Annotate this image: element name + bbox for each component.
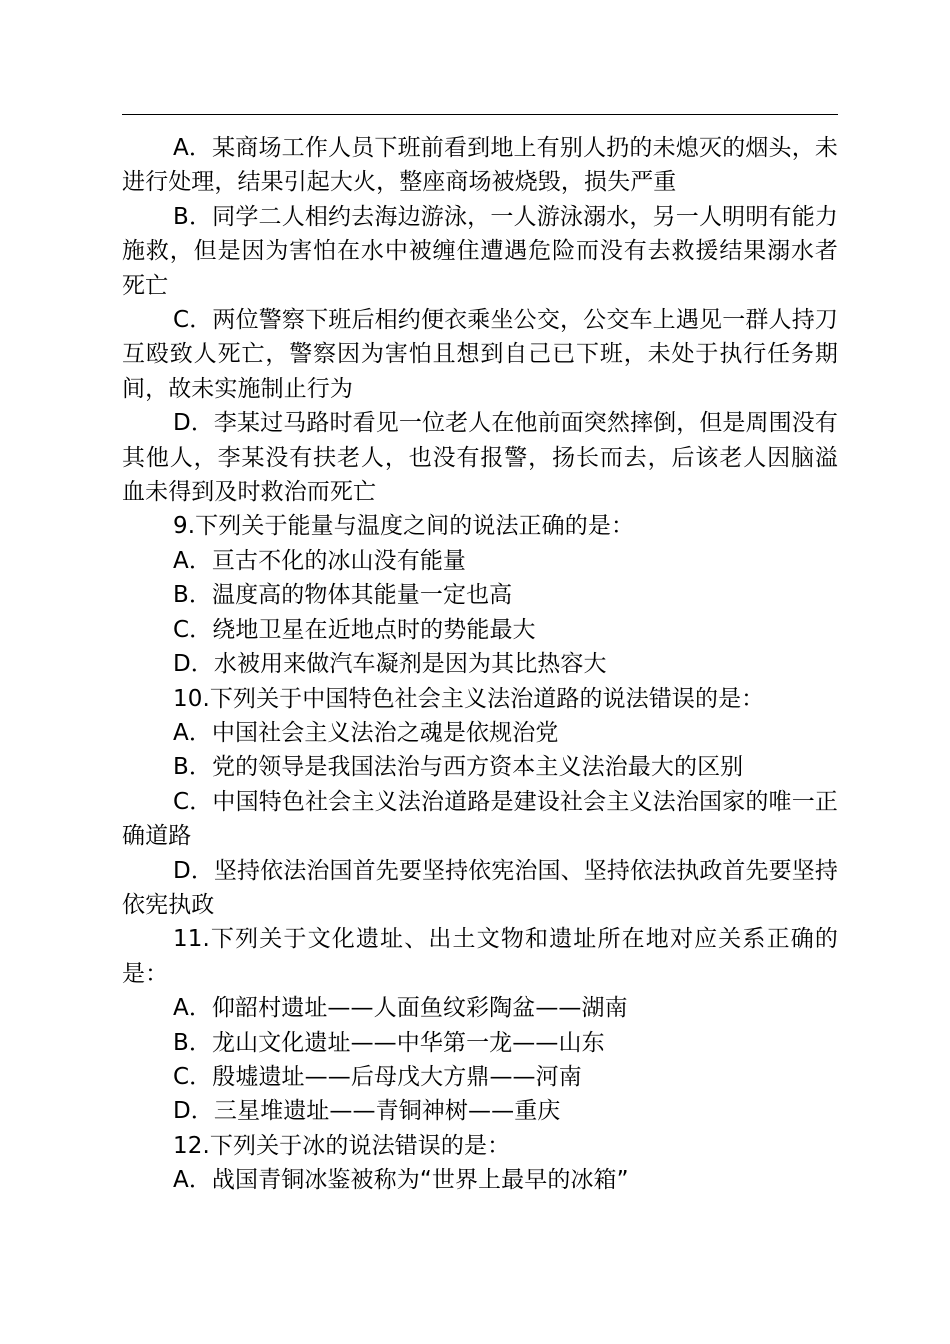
option-10d: D．坚持依法治国首先要坚持依宪治国、坚持依法执政首先要坚持依宪执政 [122,857,838,918]
option-8d: D．李某过马路时看见一位老人在他前面突然摔倒，但是周围没有其他人，李某没有扶老人，也没有报警，扬长而去，后该老人因脑溢血未得到及时救治而死亡 [122,410,838,506]
option-10b: B．党的领导是我国法治与西方资本主义法治最大的区别 [173,754,744,781]
option-9a: A．亘古不化的冰山没有能量 [173,547,467,574]
question-12: 12.下列关于冰的说法错误的是： [173,1132,511,1159]
option-11b: B．龙山文化遗址——中华第一龙——山东 [173,1029,605,1056]
option-9c: C．绕地卫星在近地点时的势能最大 [173,616,536,643]
option-9b: B．温度高的物体其能量一定也高 [173,582,513,609]
option-11c: C．殷墟遗址——后母戊大方鼎——河南 [173,1063,582,1090]
option-8a: A．某商场工作人员下班前看到地上有别人扔的未熄灭的烟头，未进行处理，结果引起大火，整座商场被烧毁，损失严重 [122,135,838,196]
option-8c: C．两位警察下班后相约便衣乘坐公交，公交车上遇见一群人持刀互殴致人死亡，警察因为害怕且想到自己已下班，未处于执行任务期间，故未实施制止行为 [122,307,838,402]
question-10: 10.下列关于中国特色社会主义法治道路的说法错误的是： [173,685,765,712]
option-11a: A．仰韶村遗址——人面鱼纹彩陶盆——湖南 [173,995,628,1022]
option-10a: A．中国社会主义法治之魂是依规治党 [173,719,559,746]
option-11d: D．三星堆遗址——青铜神树——重庆 [173,1098,561,1125]
option-8b: B．同学二人相约去海边游泳，一人游泳溺水，另一人明明有能力施救，但是因为害怕在水中被缠住遭遇危险而没有去救援结果溺水者死亡 [122,203,838,299]
header-rule [122,114,838,115]
option-9d: D．水被用来做汽车凝剂是因为其比热容大 [173,651,607,678]
option-10c: C．中国特色社会主义法治道路是建设社会主义法治国家的唯一正确道路 [122,788,838,850]
document-body [122,131,838,1198]
option-12a: A．战国青铜冰鉴被称为“世界上最早的冰箱” [173,1167,629,1194]
question-11: 11.下列关于文化遗址、出土文物和遗址所在地对应关系正确的是： [122,926,838,987]
question-9: 9.下列关于能量与温度之间的说法正确的是： [173,513,635,540]
